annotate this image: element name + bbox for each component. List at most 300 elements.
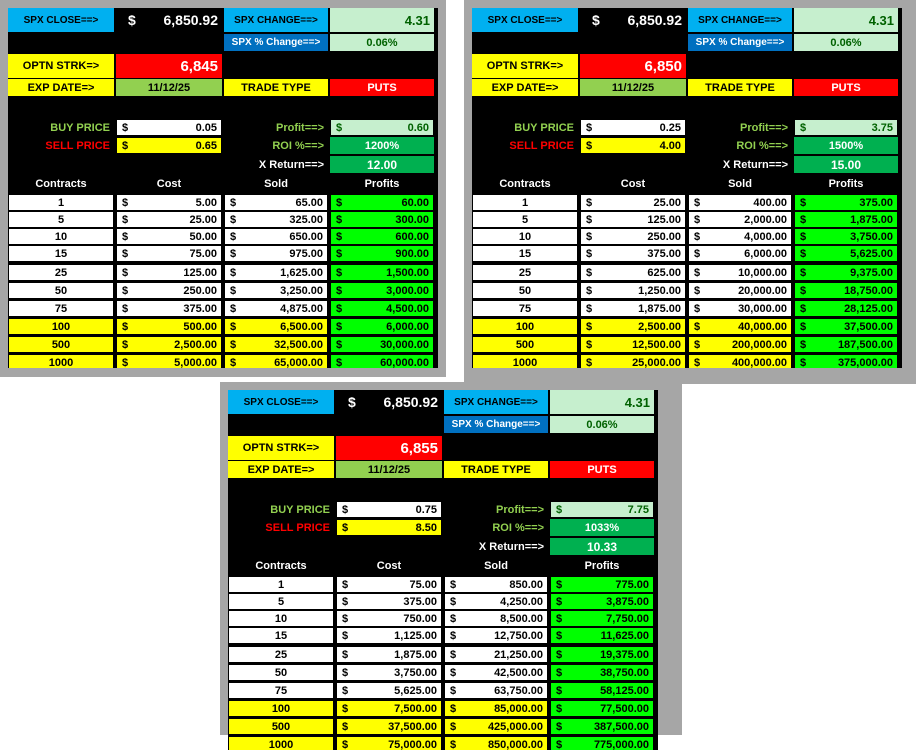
roi-value[interactable]: 1200% <box>330 137 434 154</box>
table-cell-cost[interactable] <box>336 627 442 644</box>
dollar-sign: $ <box>450 703 456 715</box>
spx-close-value: 6,850.92 <box>384 394 439 410</box>
sell-price-field[interactable] <box>116 137 222 154</box>
table-cell-profits[interactable] <box>330 318 434 335</box>
dollar-sign: $ <box>122 285 128 297</box>
dollar-sign: $ <box>342 703 348 715</box>
exp-date-value[interactable]: 11/12/25 <box>116 79 222 96</box>
dollar-sign: $ <box>450 739 456 750</box>
sell-price-field-value: 4.00 <box>660 140 681 152</box>
dollar-sign: $ <box>336 285 342 297</box>
table-cell-cost-value: 375.00 <box>403 596 437 608</box>
table-cell-profits[interactable] <box>794 282 898 299</box>
table-cell-contracts[interactable]: 1000 <box>228 736 334 750</box>
table-cell-profits-value: 11,625.00 <box>601 630 649 642</box>
dollar-sign: $ <box>336 267 342 279</box>
exp-date-value[interactable]: 11/12/25 <box>580 79 686 96</box>
profit-field[interactable] <box>550 501 654 518</box>
dollar-sign: $ <box>586 197 592 209</box>
spreadsheet-panel-1 <box>0 0 446 377</box>
sell-price-field[interactable] <box>580 137 686 154</box>
table-cell-sold-value: 65.00 <box>295 197 323 209</box>
table-cell-sold[interactable] <box>224 282 328 299</box>
table-cell-profits[interactable] <box>794 264 898 281</box>
dollar-sign: $ <box>556 613 562 625</box>
table-cell-cost-value: 75.00 <box>409 579 437 591</box>
table-cell-profits-value: 187,500.00 <box>838 339 893 351</box>
table-cell-contracts[interactable]: 15 <box>8 245 114 262</box>
table-cell-sold[interactable] <box>224 300 328 317</box>
dollar-sign: $ <box>122 267 128 279</box>
table-cell-sold[interactable] <box>688 211 792 228</box>
x-return-value[interactable]: 10.33 <box>550 538 654 555</box>
dollar-sign: $ <box>556 685 562 697</box>
table-cell-contracts[interactable]: 15 <box>228 627 334 644</box>
table-cell-sold-value: 1,625.00 <box>280 267 323 279</box>
table-cell-sold[interactable] <box>688 300 792 317</box>
col-header-profits: Profits <box>330 175 434 192</box>
table-cell-contracts[interactable]: 5 <box>8 211 114 228</box>
buy-price-label: BUY PRICE <box>228 501 334 518</box>
buy-price-field-value: 0.75 <box>416 504 437 516</box>
table-cell-profits-value: 60.00 <box>401 197 429 209</box>
table-cell-profits[interactable] <box>550 610 654 627</box>
spx-pct-change-label: SPX % Change==> <box>688 34 792 51</box>
table-cell-contracts[interactable]: 500 <box>472 336 578 353</box>
spx-close-label: SPX CLOSE==> <box>228 390 334 414</box>
table-cell-cost[interactable] <box>336 664 442 681</box>
table-cell-cost[interactable] <box>580 336 686 353</box>
table-cell-sold[interactable] <box>444 610 548 627</box>
table-cell-sold[interactable] <box>444 736 548 750</box>
col-header-contracts: Contracts <box>472 175 578 192</box>
sell-price-label: SELL PRICE <box>472 137 578 154</box>
table-cell-sold-value: 400.00 <box>753 197 787 209</box>
table-cell-cost[interactable] <box>116 194 222 211</box>
table-cell-sold[interactable] <box>444 576 548 593</box>
table-cell-cost[interactable] <box>336 646 442 663</box>
table-cell-cost-value: 5,625.00 <box>394 685 437 697</box>
exp-date-value[interactable]: 11/12/25 <box>336 461 442 478</box>
dollar-sign: $ <box>586 321 592 333</box>
table-cell-sold-value: 650.00 <box>289 231 323 243</box>
table-cell-profits[interactable] <box>794 228 898 245</box>
table-cell-cost-value: 2,500.00 <box>174 339 217 351</box>
dollar-sign: $ <box>122 197 128 209</box>
roi-label: ROI %==> <box>688 137 792 154</box>
table-cell-profits-value: 600.00 <box>395 231 429 243</box>
table-cell-cost-value: 5,000.00 <box>174 357 217 369</box>
table-cell-cost[interactable] <box>336 736 442 750</box>
option-strike-value[interactable]: 6,855 <box>336 436 442 460</box>
table-cell-contracts[interactable]: 75 <box>472 300 578 317</box>
table-cell-contracts[interactable]: 50 <box>228 664 334 681</box>
table-cell-contracts[interactable]: 100 <box>8 318 114 335</box>
col-header-cost: Cost <box>336 557 442 574</box>
roi-label: ROI %==> <box>224 137 328 154</box>
table-cell-profits[interactable] <box>550 682 654 699</box>
buy-price-field[interactable] <box>580 119 686 136</box>
table-cell-sold[interactable] <box>688 282 792 299</box>
table-cell-profits[interactable] <box>550 736 654 750</box>
spx-change-value[interactable]: 4.31 <box>330 8 434 32</box>
spreadsheet-panel-3 <box>220 382 682 735</box>
table-cell-contracts[interactable]: 15 <box>472 245 578 262</box>
table-cell-sold[interactable] <box>224 211 328 228</box>
table-cell-profits-value: 3,875.00 <box>606 596 649 608</box>
table-cell-contracts[interactable]: 10 <box>472 228 578 245</box>
table-cell-profits-value: 30,000.00 <box>380 339 429 351</box>
table-cell-cost[interactable] <box>336 718 442 735</box>
table-cell-cost[interactable] <box>580 245 686 262</box>
table-cell-cost[interactable] <box>116 336 222 353</box>
table-cell-cost-value: 75,000.00 <box>388 739 437 750</box>
table-cell-profits[interactable] <box>794 318 898 335</box>
table-cell-sold-value: 30,000.00 <box>738 303 787 315</box>
x-return-label: X Return==> <box>688 156 792 173</box>
table-cell-cost[interactable] <box>336 682 442 699</box>
dollar-sign: $ <box>342 504 348 516</box>
dollar-sign: $ <box>800 267 806 279</box>
table-cell-contracts[interactable]: 10 <box>228 610 334 627</box>
dollar-sign: $ <box>694 214 700 226</box>
table-cell-sold-value: 42,500.00 <box>494 667 543 679</box>
trade-type-label: TRADE TYPE <box>688 79 792 96</box>
table-cell-sold[interactable] <box>688 264 792 281</box>
buy-price-field[interactable] <box>116 119 222 136</box>
profit-field[interactable] <box>330 119 434 136</box>
table-cell-cost-value: 1,125.00 <box>394 630 437 642</box>
table-cell-cost[interactable] <box>580 318 686 335</box>
table-cell-contracts[interactable]: 50 <box>8 282 114 299</box>
sell-price-field-value: 8.50 <box>416 522 437 534</box>
dollar-sign: $ <box>586 267 592 279</box>
table-cell-profits[interactable] <box>330 336 434 353</box>
dollar-sign: $ <box>586 285 592 297</box>
table-cell-profits-value: 4,500.00 <box>386 303 429 315</box>
table-cell-profits[interactable] <box>794 194 898 211</box>
table-cell-profits[interactable] <box>330 228 434 245</box>
table-cell-cost[interactable] <box>116 354 222 368</box>
table-cell-sold[interactable] <box>224 318 328 335</box>
table-cell-sold-value: 63,750.00 <box>494 685 543 697</box>
dollar-sign: $ <box>800 231 806 243</box>
sell-price-field[interactable] <box>336 519 442 536</box>
buy-price-field[interactable] <box>336 501 442 518</box>
spx-close-cell[interactable] <box>116 8 222 32</box>
table-cell-sold[interactable] <box>444 718 548 735</box>
table-cell-profits[interactable] <box>794 300 898 317</box>
table-cell-sold[interactable] <box>224 228 328 245</box>
table-cell-cost[interactable] <box>580 228 686 245</box>
table-cell-contracts[interactable]: 100 <box>228 700 334 717</box>
table-cell-cost[interactable] <box>336 593 442 610</box>
table-cell-profits-value: 3,750.00 <box>850 231 893 243</box>
col-header-cost: Cost <box>116 175 222 192</box>
exp-date-label: EXP DATE=> <box>472 79 578 96</box>
table-cell-sold-value: 4,875.00 <box>280 303 323 315</box>
table-cell-sold-value: 20,000.00 <box>738 285 787 297</box>
table-cell-sold[interactable] <box>688 354 792 368</box>
table-cell-sold-value: 10,000.00 <box>738 267 787 279</box>
table-cell-contracts[interactable]: 25 <box>472 264 578 281</box>
table-cell-sold[interactable] <box>224 354 328 368</box>
spreadsheet-grid <box>8 8 438 368</box>
table-cell-profits[interactable] <box>550 576 654 593</box>
table-cell-profits-value: 38,750.00 <box>600 667 649 679</box>
table-cell-profits-value: 3,000.00 <box>386 285 429 297</box>
table-cell-profits[interactable] <box>330 264 434 281</box>
table-cell-profits[interactable] <box>550 646 654 663</box>
x-return-label: X Return==> <box>224 156 328 173</box>
dollar-sign: $ <box>556 721 562 733</box>
dollar-sign: $ <box>586 122 592 134</box>
dollar-sign: $ <box>800 248 806 260</box>
table-cell-profits[interactable] <box>330 300 434 317</box>
spx-close-value: 6,850.92 <box>628 12 683 28</box>
table-cell-profits[interactable] <box>550 664 654 681</box>
table-cell-sold-value: 3,250.00 <box>280 285 323 297</box>
table-cell-sold[interactable] <box>224 245 328 262</box>
table-cell-cost-value: 250.00 <box>647 231 681 243</box>
dollar-sign: $ <box>556 630 562 642</box>
table-cell-sold-value: 12,750.00 <box>494 630 543 642</box>
dollar-sign: $ <box>336 357 342 369</box>
table-cell-contracts[interactable]: 1000 <box>8 354 114 368</box>
table-cell-profits-value: 77,500.00 <box>600 703 649 715</box>
table-cell-sold[interactable] <box>688 318 792 335</box>
table-cell-cost[interactable] <box>580 211 686 228</box>
dollar-sign: $ <box>450 667 456 679</box>
table-cell-profits[interactable] <box>794 336 898 353</box>
table-cell-contracts[interactable]: 1 <box>8 194 114 211</box>
table-cell-sold[interactable] <box>224 264 328 281</box>
table-cell-profits[interactable] <box>550 593 654 610</box>
dollar-sign: $ <box>122 214 128 226</box>
table-cell-contracts[interactable]: 5 <box>472 211 578 228</box>
table-cell-sold-value: 6,500.00 <box>280 321 323 333</box>
table-cell-cost-value: 625.00 <box>647 267 681 279</box>
table-cell-sold[interactable] <box>688 228 792 245</box>
table-cell-profits-value: 19,375.00 <box>600 649 649 661</box>
trade-type-value[interactable]: PUTS <box>794 79 898 96</box>
table-cell-contracts[interactable]: 500 <box>228 718 334 735</box>
x-return-value[interactable]: 12.00 <box>330 156 434 173</box>
trade-type-value[interactable]: PUTS <box>330 79 434 96</box>
dollar-sign: $ <box>342 649 348 661</box>
dollar-sign: $ <box>450 579 456 591</box>
table-cell-cost[interactable] <box>580 282 686 299</box>
table-cell-cost[interactable] <box>336 700 442 717</box>
profit-field[interactable] <box>794 119 898 136</box>
table-cell-contracts[interactable]: 75 <box>228 682 334 699</box>
spx-pct-change-value[interactable]: 0.06% <box>794 34 898 51</box>
dollar-sign: $ <box>342 721 348 733</box>
table-cell-profits-value: 375,000.00 <box>838 357 893 369</box>
table-cell-contracts[interactable]: 500 <box>8 336 114 353</box>
dollar-sign: $ <box>586 339 592 351</box>
table-cell-sold[interactable] <box>688 194 792 211</box>
table-cell-sold-value: 21,250.00 <box>494 649 543 661</box>
table-cell-sold[interactable] <box>444 682 548 699</box>
dollar-sign: $ <box>450 596 456 608</box>
col-header-sold: Sold <box>444 557 548 574</box>
dollar-sign: $ <box>230 267 236 279</box>
dollar-sign: $ <box>694 197 700 209</box>
trade-type-value[interactable]: PUTS <box>550 461 654 478</box>
spx-change-value[interactable]: 4.31 <box>794 8 898 32</box>
dollar-sign: $ <box>800 197 806 209</box>
roi-value[interactable]: 1500% <box>794 137 898 154</box>
table-cell-cost[interactable] <box>116 300 222 317</box>
table-cell-profits[interactable] <box>330 282 434 299</box>
table-cell-cost-value: 25.00 <box>189 214 217 226</box>
table-cell-profits[interactable] <box>550 627 654 644</box>
table-cell-profits[interactable] <box>330 354 434 368</box>
dollar-sign: $ <box>592 12 600 28</box>
dollar-sign: $ <box>230 357 236 369</box>
table-cell-sold[interactable] <box>444 627 548 644</box>
spx-pct-change-label: SPX % Change==> <box>444 416 548 433</box>
table-cell-cost-value: 5.00 <box>196 197 217 209</box>
table-cell-sold[interactable] <box>688 336 792 353</box>
buy-price-label: BUY PRICE <box>8 119 114 136</box>
table-cell-cost[interactable] <box>116 282 222 299</box>
table-cell-sold-value: 850.00 <box>509 579 543 591</box>
spreadsheet-grid <box>228 390 658 750</box>
spx-close-label: SPX CLOSE==> <box>472 8 578 32</box>
table-cell-profits-value: 375.00 <box>859 197 893 209</box>
table-cell-cost-value: 37,500.00 <box>388 721 437 733</box>
table-cell-profits[interactable] <box>794 211 898 228</box>
table-cell-profits[interactable] <box>330 211 434 228</box>
roi-label: ROI %==> <box>444 519 548 536</box>
table-cell-cost[interactable] <box>116 318 222 335</box>
spx-pct-change-value[interactable]: 0.06% <box>550 416 654 433</box>
table-cell-sold-value: 425,000.00 <box>488 721 543 733</box>
table-cell-sold[interactable] <box>688 245 792 262</box>
table-cell-profits[interactable] <box>550 718 654 735</box>
table-cell-profits-value: 300.00 <box>395 214 429 226</box>
table-cell-profits-value: 1,875.00 <box>850 214 893 226</box>
table-cell-contracts[interactable]: 1 <box>228 576 334 593</box>
table-cell-sold[interactable] <box>224 194 328 211</box>
table-cell-sold-value: 400,000.00 <box>732 357 787 369</box>
table-cell-cost[interactable] <box>580 354 686 368</box>
dollar-sign: $ <box>556 649 562 661</box>
table-cell-profits-value: 28,125.00 <box>844 303 893 315</box>
table-cell-profits[interactable] <box>330 194 434 211</box>
table-cell-cost[interactable] <box>116 211 222 228</box>
profit-label: Profit==> <box>444 501 548 518</box>
dollar-sign: $ <box>128 12 136 28</box>
sell-price-label: SELL PRICE <box>8 137 114 154</box>
roi-value[interactable]: 1033% <box>550 519 654 536</box>
table-cell-cost[interactable] <box>116 245 222 262</box>
table-cell-profits-value: 6,000.00 <box>386 321 429 333</box>
table-cell-sold[interactable] <box>224 336 328 353</box>
profit-field-value: 0.60 <box>408 122 429 134</box>
table-cell-sold[interactable] <box>444 593 548 610</box>
table-cell-cost[interactable] <box>580 194 686 211</box>
buy-price-field-value: 0.05 <box>196 122 217 134</box>
table-cell-contracts[interactable]: 1000 <box>472 354 578 368</box>
dollar-sign: $ <box>694 321 700 333</box>
option-strike-value[interactable]: 6,845 <box>116 54 222 78</box>
dollar-sign: $ <box>230 248 236 260</box>
dollar-sign: $ <box>336 339 342 351</box>
table-cell-cost[interactable] <box>336 576 442 593</box>
table-cell-contracts[interactable]: 25 <box>8 264 114 281</box>
table-cell-contracts[interactable]: 100 <box>472 318 578 335</box>
table-cell-sold[interactable] <box>444 646 548 663</box>
table-cell-profits[interactable] <box>330 245 434 262</box>
dollar-sign: $ <box>230 231 236 243</box>
table-cell-cost[interactable] <box>116 264 222 281</box>
table-cell-sold-value: 40,000.00 <box>738 321 787 333</box>
dollar-sign: $ <box>694 267 700 279</box>
spx-pct-change-value[interactable]: 0.06% <box>330 34 434 51</box>
spx-close-cell[interactable] <box>336 390 442 414</box>
table-cell-cost-value: 75.00 <box>189 248 217 260</box>
table-cell-contracts[interactable]: 75 <box>8 300 114 317</box>
spx-pct-change-label: SPX % Change==> <box>224 34 328 51</box>
table-cell-profits-value: 58,125.00 <box>600 685 649 697</box>
x-return-value[interactable]: 15.00 <box>794 156 898 173</box>
table-cell-cost[interactable] <box>580 264 686 281</box>
table-cell-sold[interactable] <box>444 664 548 681</box>
col-header-contracts: Contracts <box>8 175 114 192</box>
dollar-sign: $ <box>122 140 128 152</box>
table-cell-contracts[interactable]: 25 <box>228 646 334 663</box>
dollar-sign: $ <box>230 214 236 226</box>
table-cell-profits[interactable] <box>794 354 898 368</box>
table-cell-contracts[interactable]: 10 <box>8 228 114 245</box>
table-cell-cost[interactable] <box>336 610 442 627</box>
table-cell-sold[interactable] <box>444 700 548 717</box>
table-cell-cost-value: 12,500.00 <box>632 339 681 351</box>
spx-close-cell[interactable] <box>580 8 686 32</box>
table-cell-cost-value: 1,875.00 <box>394 649 437 661</box>
dollar-sign: $ <box>342 579 348 591</box>
profit-label: Profit==> <box>688 119 792 136</box>
table-cell-contracts[interactable]: 1 <box>472 194 578 211</box>
table-cell-profits[interactable] <box>550 700 654 717</box>
dollar-sign: $ <box>800 357 806 369</box>
table-cell-sold-value: 325.00 <box>289 214 323 226</box>
table-cell-cost-value: 50.00 <box>189 231 217 243</box>
table-cell-profits[interactable] <box>794 245 898 262</box>
dollar-sign: $ <box>336 122 342 134</box>
col-header-profits: Profits <box>794 175 898 192</box>
table-cell-profits-value: 900.00 <box>395 248 429 260</box>
table-cell-profits-value: 60,000.00 <box>380 357 429 369</box>
dollar-sign: $ <box>556 596 562 608</box>
spx-change-value[interactable]: 4.31 <box>550 390 654 414</box>
table-cell-cost[interactable] <box>580 300 686 317</box>
dollar-sign: $ <box>800 339 806 351</box>
dollar-sign: $ <box>342 596 348 608</box>
table-cell-contracts[interactable]: 50 <box>472 282 578 299</box>
table-cell-contracts[interactable]: 5 <box>228 593 334 610</box>
dollar-sign: $ <box>230 321 236 333</box>
table-cell-cost[interactable] <box>116 228 222 245</box>
dollar-sign: $ <box>450 649 456 661</box>
option-strike-value[interactable]: 6,850 <box>580 54 686 78</box>
dollar-sign: $ <box>586 231 592 243</box>
table-cell-cost-value: 500.00 <box>183 321 217 333</box>
dollar-sign: $ <box>586 140 592 152</box>
